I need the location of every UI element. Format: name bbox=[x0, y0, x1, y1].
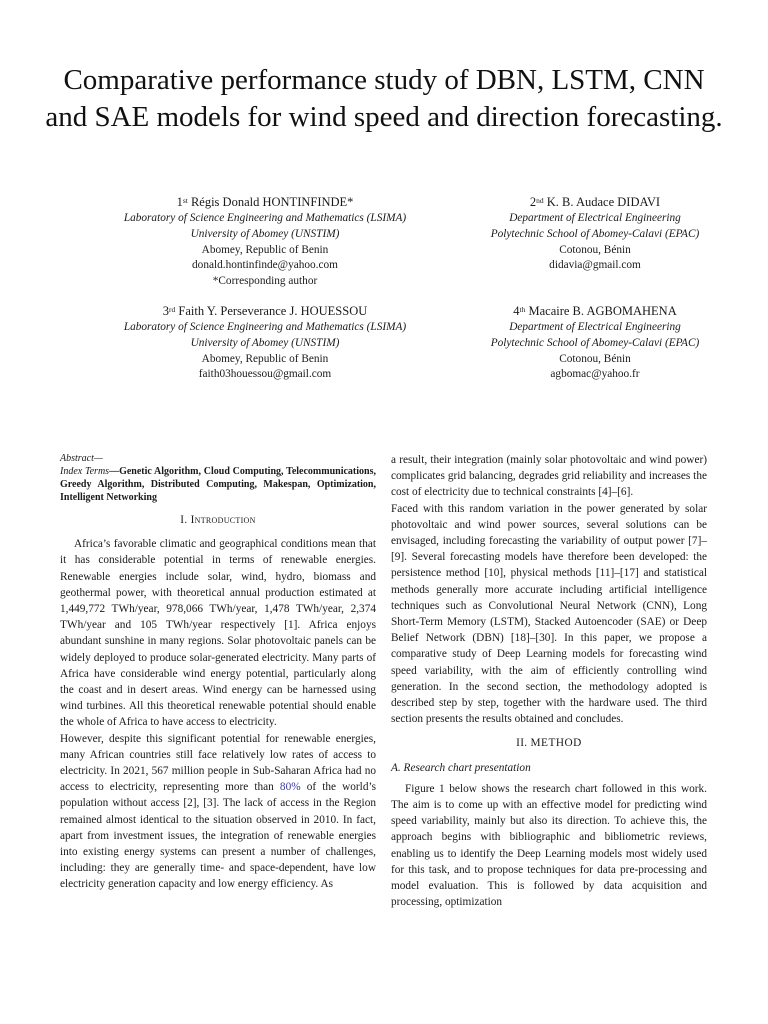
section-title: Introduction bbox=[190, 514, 256, 526]
intro-paragraph-3: Faced with this random variation in the power generated by solar photovoltaic and wind power sources, several solutions can be envisaged, including forecasting the variability of output power [7]–[9]. Several forecasting models have therefore been developed: the persistence method [10], physical methods [11]–[17] and statistical methods generally more accurate including artificial intelligence techniques such as Convolutional Neural Network (CNN), Long Short-Term Memory (LSTM), Stacked Autoencoder (SAE) or Deep Belief Network (DBN) [18]–[30]. In this paper, we propose a comparative study of Deep Learning models for forecasting wind speed variability, with the aim of efficiently controlling wind generation. In the second section, the methodology adopted is described step by step, together with the hardware used. The third section presents the results obtained and concludes. bbox=[391, 502, 707, 726]
section-number: I. bbox=[180, 514, 188, 526]
author-location: Cotonou, Bénin bbox=[559, 243, 631, 256]
intro-paragraph-2-continued: a result, their integration (mainly solar photovoltaic and wind power) complicates grid balancing, degrades grid reliability and increases the cost of electricity due to technical constraints [4]–[6]. bbox=[391, 454, 707, 499]
author-name: Faith Y. Perseverance J. HOUESSOU bbox=[178, 304, 368, 318]
left-column bbox=[60, 452, 376, 893]
author-block-2 bbox=[430, 194, 760, 274]
author-email: didavia@gmail.com bbox=[549, 259, 641, 272]
author-email: agbomac@yahoo.fr bbox=[550, 368, 640, 381]
author-ordinal: 3 bbox=[162, 304, 169, 318]
author-ordinal-suffix: nd bbox=[536, 196, 544, 205]
right-column bbox=[391, 452, 707, 910]
author-ordinal-suffix: rd bbox=[169, 305, 176, 314]
author-institution: Polytechnic School of Abomey-Calavi (EPAC) bbox=[490, 227, 700, 240]
author-block-3 bbox=[40, 303, 490, 383]
author-location: Abomey, Republic of Benin bbox=[201, 352, 329, 365]
author-affiliation: Department of Electrical Engineering bbox=[509, 321, 681, 333]
section-heading-method bbox=[391, 735, 707, 751]
author-email: faith03houessou@gmail.com bbox=[198, 368, 332, 381]
intro-paragraph-2 bbox=[60, 731, 376, 893]
corresponding-note: *Corresponding author bbox=[212, 275, 318, 288]
author-name-line bbox=[40, 194, 490, 211]
author-affiliation: Department of Electrical Engineering bbox=[509, 212, 681, 224]
percentage-value: 80% bbox=[279, 781, 301, 794]
intro-paragraph-2-text-b: of the world’s population without access [2], [3]. The lack of access in the Region remained almost identical to the situation observed in 2010. In fact, apart from investment issues, the integration of renewable energies into existing energy systems can present a number of challenges, including: they are generally time- and space-dependent, have low electricity generation capacity and low energy efficiency. As bbox=[60, 781, 377, 891]
index-terms: —Genetic Algorithm, Cloud Computing, Telecommunications, Greedy Algorithm, Distributed Computing, Makespan, Optimization, Intelligent Networking bbox=[60, 466, 376, 503]
author-institution: Polytechnic School of Abomey-Calavi (EPAC) bbox=[490, 336, 700, 349]
author-name: Macaire B. AGBOMAHENA bbox=[528, 304, 677, 318]
author-name-line bbox=[430, 194, 760, 211]
abstract bbox=[60, 452, 376, 504]
author-ordinal: 4 bbox=[513, 304, 520, 318]
author-affiliation: Laboratory of Science Engineering and Mathematics (LSIMA) bbox=[123, 212, 407, 224]
method-paragraph-1: Figure 1 below shows the research chart followed in this work. The aim is to come up with an effective model for predicting wind speed variability, mainly but also its direction. To achieve this, the approach begins with bibliographic and bibliometric reviews, enabling us to identify the Deep Learning models most widely used for this task, and to propose techniques for data pre-processing and model evaluation. This is followed by data acquisition and processing, optimization bbox=[391, 782, 707, 909]
section-heading-introduction bbox=[60, 512, 376, 528]
author-ordinal: 2 bbox=[529, 195, 537, 209]
section-number: II. bbox=[516, 737, 528, 750]
abstract-label: Abstract— bbox=[60, 453, 103, 464]
paper-title: Comparative performance study of DBN, LSTM, CNN and SAE models for wind speed and direction forecasting. bbox=[45, 64, 723, 133]
author-institution: University of Abomey (UNSTIM) bbox=[190, 227, 340, 240]
author-ordinal-suffix: st bbox=[182, 196, 188, 205]
author-email: donald.hontinfinde@yahoo.com bbox=[192, 259, 338, 272]
author-block-1 bbox=[40, 194, 490, 290]
author-ordinal-suffix: th bbox=[519, 305, 526, 314]
author-name: Régis Donald HONTINFINDE* bbox=[190, 195, 354, 209]
index-terms-label: Index Terms bbox=[60, 466, 110, 477]
intro-paragraph-1: Africa’s favorable climatic and geographical conditions mean that it has considerable potential in terms of renewable energies. Renewable energies include solar, wind, hydro, biomass and geothermal power, with theoretical annual production estimated at 1,449,772 TWh/year, 978,066 TWh/year, 1,478 TWh/year, 2,374 TWh/year and 105 TWh/year respectively [1]. Africa enjoys abundant sunshine in many regions. Solar photovoltaic panels can be widely deployed to produce solar-generated electricity. Many parts of Africa have considerable wind energy potential, particularly along the coast and in desert areas. Wind energy can be harnessed using wind turbines. All this theoretical renewable potential should enable the whole of Africa to have access to electricity. bbox=[60, 538, 376, 729]
author-location: Abomey, Republic of Benin bbox=[201, 243, 329, 256]
intro-paragraph-2-text-a: However, despite this significant potential for renewable energies, many African countries still face relatively low rates of access to electricity. In 2021, 567 million people in Sub-Saharan Africa had no access to electricity, representing more than bbox=[60, 732, 376, 794]
author-ordinal: 1 bbox=[176, 195, 183, 209]
author-location: Cotonou, Bénin bbox=[559, 352, 631, 365]
section-title: METHOD bbox=[530, 737, 582, 750]
subsection-heading: A. Research chart presentation bbox=[391, 761, 531, 774]
author-name-line bbox=[430, 303, 760, 320]
author-name: K. B. Audace DIDAVI bbox=[546, 195, 661, 209]
author-name-line bbox=[40, 303, 490, 320]
author-affiliation: Laboratory of Science Engineering and Mathematics (LSIMA) bbox=[123, 321, 407, 333]
author-institution: University of Abomey (UNSTIM) bbox=[190, 336, 340, 349]
author-block-4 bbox=[430, 303, 760, 383]
